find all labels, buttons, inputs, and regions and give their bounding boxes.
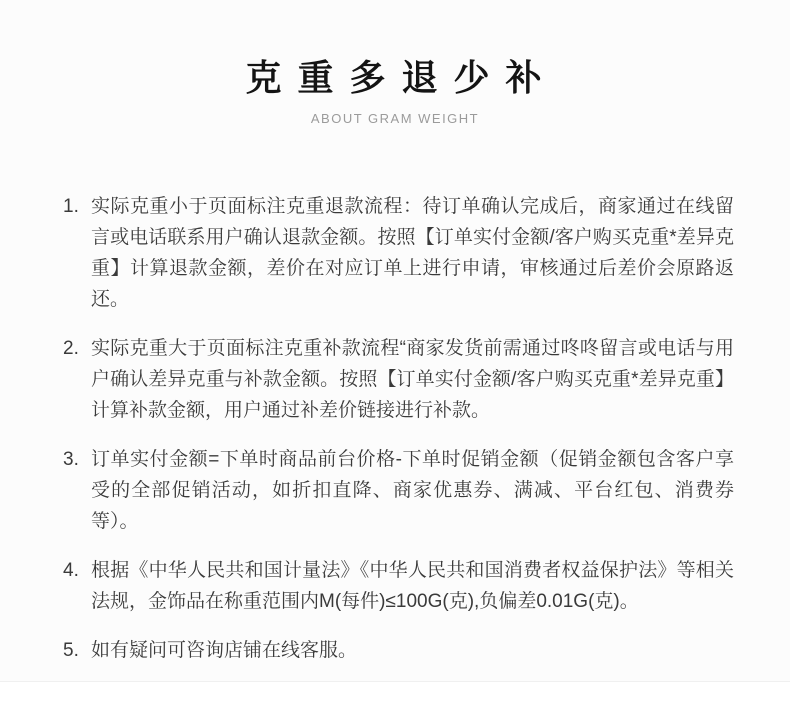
header <box>0 0 790 127</box>
list-item-number: 5. <box>63 640 79 661</box>
list-item-number: 2. <box>63 338 79 359</box>
policy-list <box>63 191 734 666</box>
page-title: 克 重 多 退 少 补 <box>245 57 545 98</box>
list-item <box>63 635 734 666</box>
list-item-text: 如有疑问可咨询店铺在线客服。 <box>91 640 358 661</box>
list-item-number: 3. <box>63 449 79 470</box>
list-item-text: 订单实付金额=下单时商品前台价格-下单时促销金额（促销金额包含客户享受的全部促销活动，如折扣直降、商家优惠券、满减、平台红包、消费券等）。 <box>91 449 734 532</box>
list-item-text: 实际克重大于页面标注克重补款流程“商家发货前需通过咚咚留言或电话与用户确认差异克重与补款金额。按照【订单实付金额/客户购买克重*差异克重】计算补款金额，用户通过补差价链接进行补款。 <box>91 338 734 421</box>
page-subtitle: ABOUT GRAM WEIGHT <box>310 111 480 126</box>
list-item <box>63 191 734 315</box>
list-item-text: 实际克重小于页面标注克重退款流程：待订单确认完成后，商家通过在线留言或电话联系用户确认退款金额。按照【订单实付金额/客户购买克重*差异克重】计算退款金额，差价在对应订单上进行申请，审核通过后差价会原路返还。 <box>91 196 734 310</box>
list-item <box>63 444 734 537</box>
list-item-number: 1. <box>63 196 79 217</box>
list-item <box>63 333 734 426</box>
list-item-number: 4. <box>63 560 79 581</box>
list-item-text: 根据《中华人民共和国计量法》《中华人民共和国消费者权益保护法》等相关法规，金饰品在称重范围内M(每件)≤100G(克),负偏差0.01G(克)。 <box>91 560 734 612</box>
list-item <box>63 555 734 617</box>
